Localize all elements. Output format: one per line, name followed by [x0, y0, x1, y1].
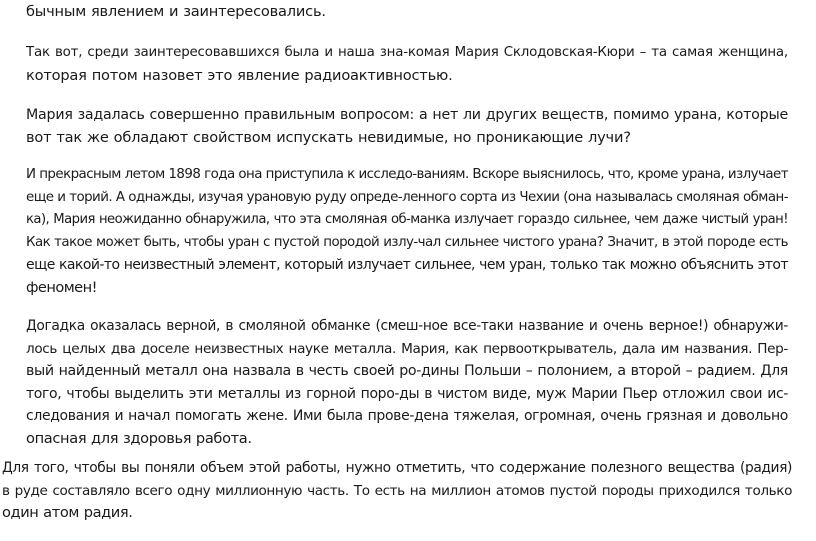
- paragraph-line: вот так же обладают свойством испускать невидимые, но проникающие лучи?: [26, 128, 631, 146]
- paragraph-line: лось целых два доселе неизвестных науке металла. Мария, как первооткрыватель, дала им названия. Пер-: [26, 340, 788, 357]
- paragraph-line: Как такое может быть, чтобы уран с пустой породой излу-чал сильнее чистого урана? Значит, в этой породе есть: [26, 234, 788, 250]
- paragraph-3: [26, 104, 788, 149]
- paragraph-line: следования и начал помогать жене. Ими была прове-дена тяжелая, огромная, очень грязная и довольно: [26, 408, 788, 424]
- paragraph-6: [2, 457, 792, 525]
- paragraph-line: вый найденный металл она назвала в честь своей ро-дины Польши – полонием, а второй – радием. Для: [26, 363, 788, 379]
- paragraph-1: [26, 1, 788, 24]
- paragraph-2: [26, 42, 788, 87]
- paragraph-line: феномен!: [26, 278, 97, 296]
- paragraph-line: которая потом назовет это явление радиоактивностью.: [26, 66, 453, 84]
- paragraph-line: Так вот, среди заинтересовавшихся была и наша зна-комая Мария Склодовская-Кюри – та самая женщина,: [26, 45, 788, 60]
- paragraph-line: И прекрасным летом 1898 года она приступила к исследо-ваниям. Вскоре выяснилось, что, кроме урана, излучает: [26, 167, 788, 182]
- paragraph-line: в руде составляло всего одну миллионную часть. То есть на миллион атомов пустой породы приходился только: [2, 482, 792, 499]
- paragraph-line: опасная для здоровья работа.: [26, 429, 252, 447]
- paragraph-line: Догадка оказалась верной, в смоляной обманке (смеш-ное все-таки название и очень верное!) обнаружи-: [26, 318, 788, 334]
- paragraph-line: ка), Мария неожиданно обнаружила, что эта смоляная об-манка излучает гораздо сильнее, чем даже чистый уран!: [26, 212, 788, 227]
- paragraph-line: еще какой-то неизвестный элемент, который излучает сильнее, чем уран, только так можно объяснить этот: [26, 257, 788, 273]
- paragraph-line: бычным явлением и заинтересовались.: [26, 3, 326, 20]
- paragraph-line: еще и торий. А однажды, изучая урановую руду опреде-ленного сорта из Чехии (она называлась смоляная обман-: [26, 189, 788, 205]
- paragraph-line: того, чтобы выделить эти металлы из горной поро-ды в чистом виде, муж Марии Пьер отложил свои ис-: [26, 385, 788, 402]
- paragraph-line: Мария задалась совершенно правильным вопросом: а нет ли других веществ, помимо урана, которые: [26, 107, 788, 123]
- paragraph-4: [26, 164, 788, 299]
- paragraph-line: один атом радия.: [2, 504, 133, 521]
- paragraph-5: [26, 315, 788, 450]
- paragraph-line: Для того, чтобы вы поняли объем этой работы, нужно отметить, что содержание полезного вещества (радия): [2, 460, 792, 476]
